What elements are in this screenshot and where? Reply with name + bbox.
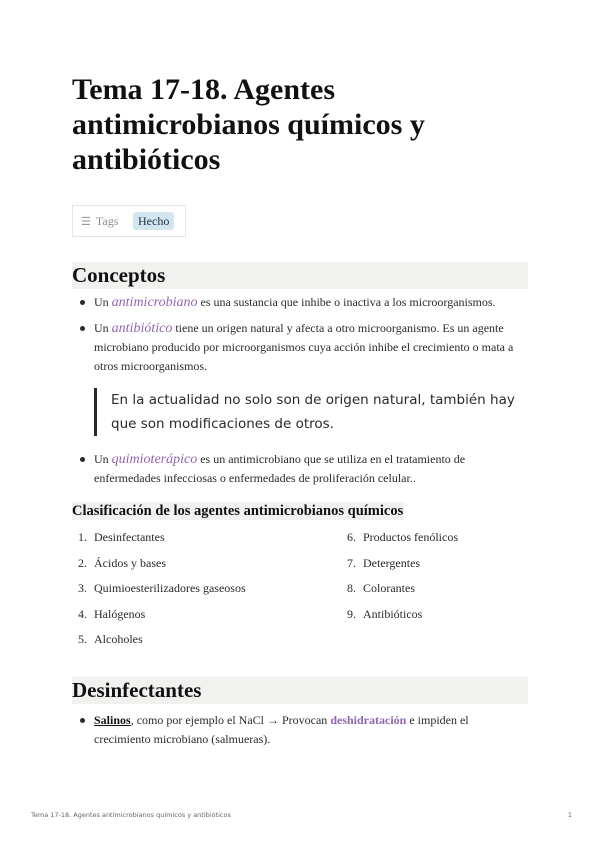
heading-conceptos: Conceptos xyxy=(72,262,528,289)
list-item: 2. Ácidos y bases xyxy=(78,555,166,570)
list-item: Un antimicrobiano es una sustancia que inhibe o inactiva a los microorganismos. xyxy=(72,293,520,312)
bullet-icon xyxy=(80,457,85,462)
tags-label: Tags xyxy=(95,213,119,228)
list-item: 8. Colorantes xyxy=(347,581,415,595)
desinfectantes-list xyxy=(72,711,520,749)
list-item: 1. Desinfectantes xyxy=(78,530,165,544)
list-item: 3. Quimioesterilizadores gaseosos xyxy=(78,581,246,595)
list-icon: ☰ xyxy=(81,215,91,228)
page-number: 1 xyxy=(567,811,572,819)
quote-block: En la actualidad no solo son de origen natural, también hay que son modificaciones de otros. xyxy=(94,388,524,436)
highlight-deshidratacion: deshidratación xyxy=(330,713,407,727)
clasificacion-list-right xyxy=(341,528,527,630)
page-title: Tema 17-18. Agentes antimicrobianos químicos y antibióticos xyxy=(72,73,425,176)
list-item: Salinos, como por ejemplo el NaCl → Provocan deshidratación e impiden el crecimiento microbiano (salmueras). xyxy=(72,711,520,749)
conceptos-list-2 xyxy=(72,319,520,376)
footer-title: Tema 17-18. Agentes antimicrobianos químicos y antibióticos xyxy=(31,811,231,819)
list-item: 6. Productos fenólicos xyxy=(347,530,458,544)
list-item: Un quimioterápico es un antimicrobiano que se utiliza en el tratamiento de enfermedades infecciosas o enfermedades de proliferación celular.. xyxy=(72,450,520,488)
page-footer xyxy=(31,811,572,819)
list-item: Un antibiótico tiene un origen natural y afecta a otro microorganismo. Es un agente microbiano producido por microorganismos cuya acción inhibe el crecimiento o mata a otros microorganismos. xyxy=(72,319,520,376)
conceptos-list-3 xyxy=(72,450,520,488)
heading-desinfectantes: Desinfectantes xyxy=(72,677,528,704)
bullet-icon xyxy=(80,300,85,305)
term-antibiotico: antibiótico xyxy=(111,321,173,336)
bullet-icon xyxy=(80,326,85,331)
tags-property-key xyxy=(73,214,133,229)
conceptos-list xyxy=(72,293,520,312)
term-quimioterapico: quimioterápico xyxy=(111,452,198,467)
term-salinos: Salinos xyxy=(94,713,131,727)
list-item: 5. Alcoholes xyxy=(78,632,143,646)
tag-badge[interactable]: Hecho xyxy=(133,212,174,230)
list-item: 4. Halógenos xyxy=(78,606,146,621)
bullet-icon xyxy=(80,718,85,723)
heading-clasificacion: Clasificación de los agentes antimicrobianos químicos xyxy=(72,503,404,519)
list-item: 9. Antibióticos xyxy=(347,606,423,621)
tags-property[interactable] xyxy=(72,205,186,237)
clasificacion-list-left xyxy=(72,528,342,656)
list-item: 7. Detergentes xyxy=(347,555,421,570)
term-antimicrobiano: antimicrobiano xyxy=(111,295,198,310)
